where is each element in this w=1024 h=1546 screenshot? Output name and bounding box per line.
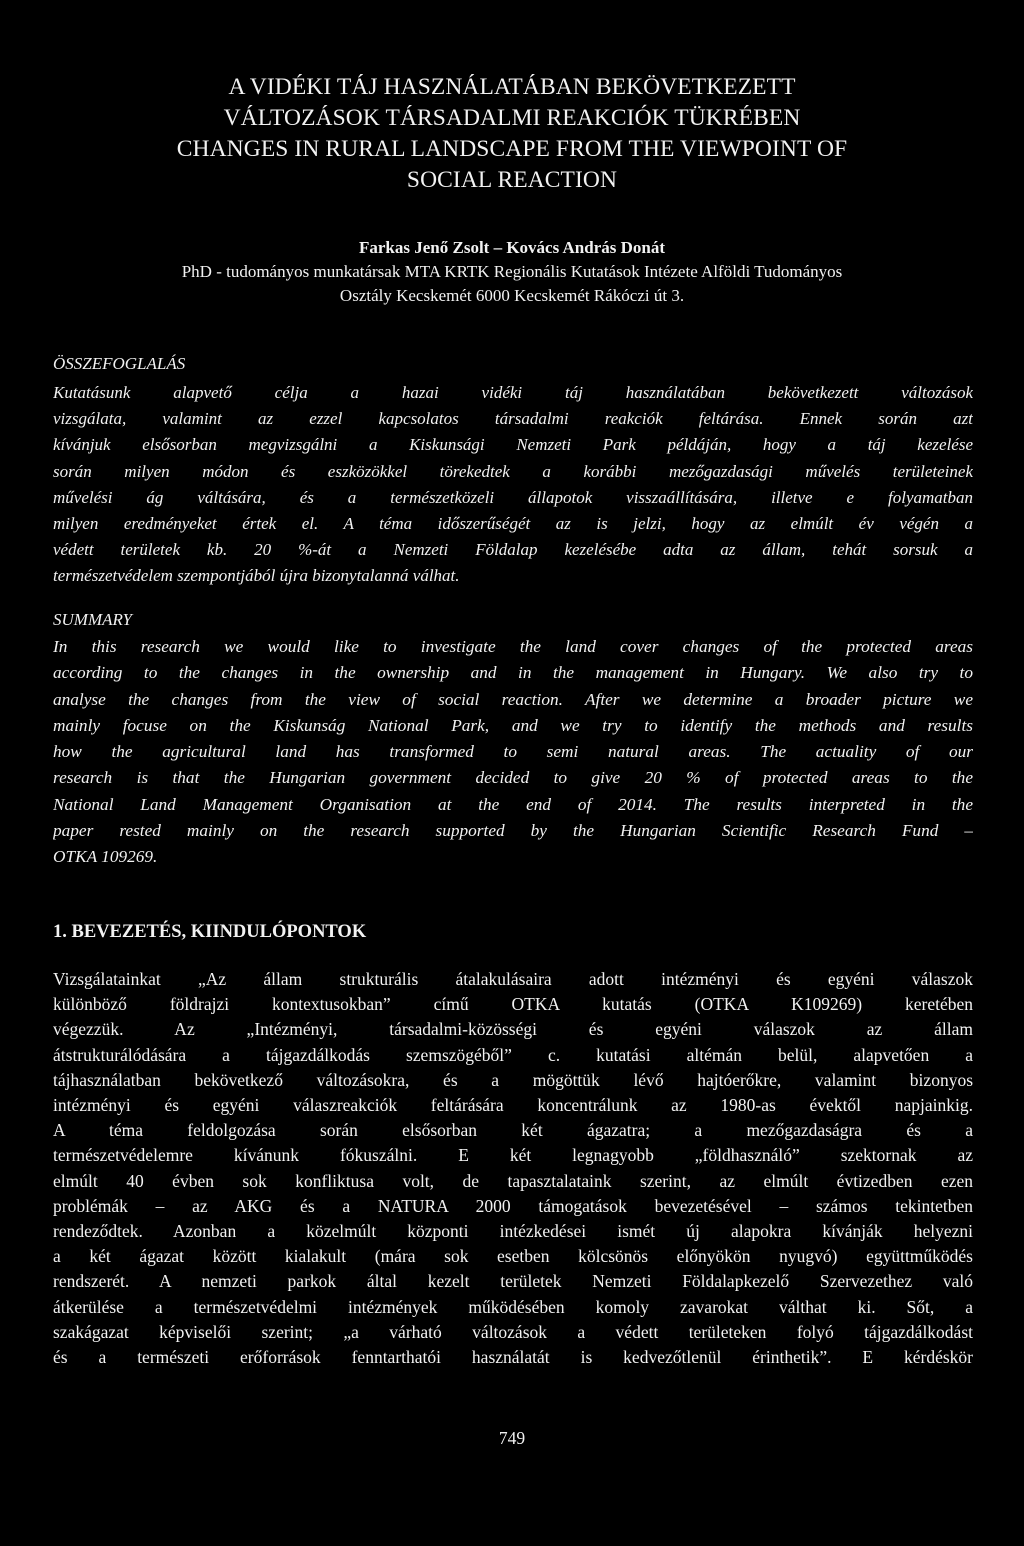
body-line: rendeződtek. Azonban a közelmúlt központi intézkedései ismét új alapokra kívánják helyezni (53, 1221, 973, 1242)
body-line: szakágazat képviselői szerint; „a várható változások a védett területeken folyó tájgazdálkodást (53, 1321, 973, 1342)
body-line: intézményi és egyéni válaszreakciók feltárására koncentrálunk az 1980-as évektől napjainkig. (53, 1095, 973, 1116)
affiliation-line-1: PhD - tudományos munkatársak MTA KRTK Regionális Kutatások Intézete Alföldi Tudományos (181, 262, 843, 281)
body-line: a két ágazat között kialakult (mára sok esetben kölcsönös előnyökön nyugvó) együttműködés (53, 1246, 973, 1267)
abstract-hu-line: természetvédelem szempontjából újra bizonytalanná válhat. (53, 566, 460, 586)
section-1-heading: 1. BEVEZETÉS, KIINDULÓPONTOK (53, 922, 367, 942)
abstract-hu-line: védett területek kb. 20 %-át a Nemzeti Földalap kezelésébe adta az állam, tehát sorsuk a (53, 540, 973, 560)
summary-line: analyse the changes from the view of social reaction. After we determine a broader picture we (53, 689, 973, 709)
title-en-line-1: CHANGES IN RURAL LANDSCAPE FROM THE VIEWPOINT OF (176, 136, 848, 162)
abstract-hu-line: művelési ág váltására, és a természetközeli állapotok visszaállítására, illetve e folyamatban (53, 487, 973, 507)
summary-line: research is that the Hungarian government decided to give 20 % of protected areas to the (53, 768, 973, 788)
summary-line: OTKA 109269. (53, 847, 158, 867)
body-line: elmúlt 40 évben sok konfliktusa volt, de tapasztalataink szerint, az elmúlt évtizedben ezen (53, 1170, 973, 1191)
body-line: átstrukturálódására a tájgazdálkodás szemszögéből” c. kutatási altémán belül, alapvetően a (53, 1044, 973, 1065)
summary-line: according to the changes in the ownership and in the management in Hungary. We also try to (53, 663, 973, 683)
body-line: problémák – az AKG és a NATURA 2000 támogatások bevezetésével – számos tekintetben (53, 1195, 973, 1216)
body-line: Vizsgálatainkat „Az állam strukturális átalakulásaira adott intézményi és egyéni válaszok (53, 969, 973, 989)
body-line: végezzük. Az „Intézményi, társadalmi-közösségi és egyéni válaszok az állam (53, 1019, 973, 1040)
section-1-body (53, 967, 973, 1370)
title-hu-line-2: VÁLTOZÁSOK TÁRSADALMI REAKCIÓK TÜKRÉBEN (223, 105, 801, 131)
abstract-hu (53, 352, 973, 590)
summary-heading: SUMMARY (53, 610, 133, 629)
body-line: A téma feldolgozása során elsősorban két ágazatra; a mezőgazdaságra és a (53, 1120, 973, 1141)
abstract-hu-line: Kutatásunk alapvető célja a hazai vidéki táj használatában bekövetkezett változások (53, 383, 973, 402)
abstract-hu-line: kívánjuk elsősorban megvizsgálni a Kiskunsági Nemzeti Park példáján, hogy a táj kezelése (53, 435, 973, 455)
body-line: különböző földrajzi kontextusokban” című OTKA kutatás (OTKA K109269) keretében (53, 994, 973, 1015)
title-block (60, 72, 964, 196)
title-hu-line-1: A VIDÉKI TÁJ HASZNÁLATÁBAN BEKÖVETKEZETT (228, 74, 796, 100)
author-names: Farkas Jenő Zsolt – Kovács András Donát (358, 238, 666, 257)
author-block (60, 236, 964, 308)
summary-line: mainly focuse on the Kiskunság National Park, and we try to identify the methods and results (53, 715, 973, 735)
abstract-hu-line: során milyen módon és eszközökkel törekedtek a korábbi mezőgazdasági művelés területeinek (53, 461, 973, 481)
body-line: átkerülése a természetvédelmi intézmények működésében komoly zavarokat válthat ki. Sőt, a (53, 1296, 973, 1317)
body-line: természetvédelemre kívánunk fókuszálni. E két legnagyobb „földhasználó” szektornak az (53, 1145, 973, 1166)
affiliation-line-2: Osztály Kecskemét 6000 Kecskemét Rákóczi út 3. (339, 286, 685, 305)
page-number: 749 (498, 1428, 526, 1448)
summary-line: In this research we would like to investigate the land cover changes of the protected areas (53, 637, 973, 656)
body-line: és a természeti erőforrások fenntarthatói használatát is kedvezőtlenül érinthetik”. E kérdéskör (53, 1347, 973, 1368)
abstract-hu-line: vizsgálata, valamint az ezzel kapcsolatos társadalmi reakciók feltárása. Ennek során azt (53, 409, 973, 429)
body-line: tájhasználatban bekövetkező változásokra, és a mögöttük lévő hajtóerőkre, valamint bizonyos (53, 1069, 973, 1090)
summary-line: National Land Management Organisation at the end of 2014. The results interpreted in the (53, 794, 973, 814)
title-en-line-2: SOCIAL REACTION (406, 167, 618, 193)
summary-en (53, 608, 973, 871)
abstract-hu-heading: ÖSSZEFOGLALÁS (53, 354, 186, 373)
abstract-hu-line: milyen eredményeket értek el. A téma időszerűségét az is jelzi, hogy az elmúlt év végén a (53, 514, 973, 534)
summary-line: paper rested mainly on the research supported by the Hungarian Scientific Research Fund – (53, 821, 973, 841)
body-line: rendszerét. A nemzeti parkok által kezelt területek Nemzeti Földalapkezelő Szervezethez való (53, 1271, 973, 1292)
summary-line: how the agricultural land has transformed to semi natural areas. The actuality of our (53, 742, 973, 762)
